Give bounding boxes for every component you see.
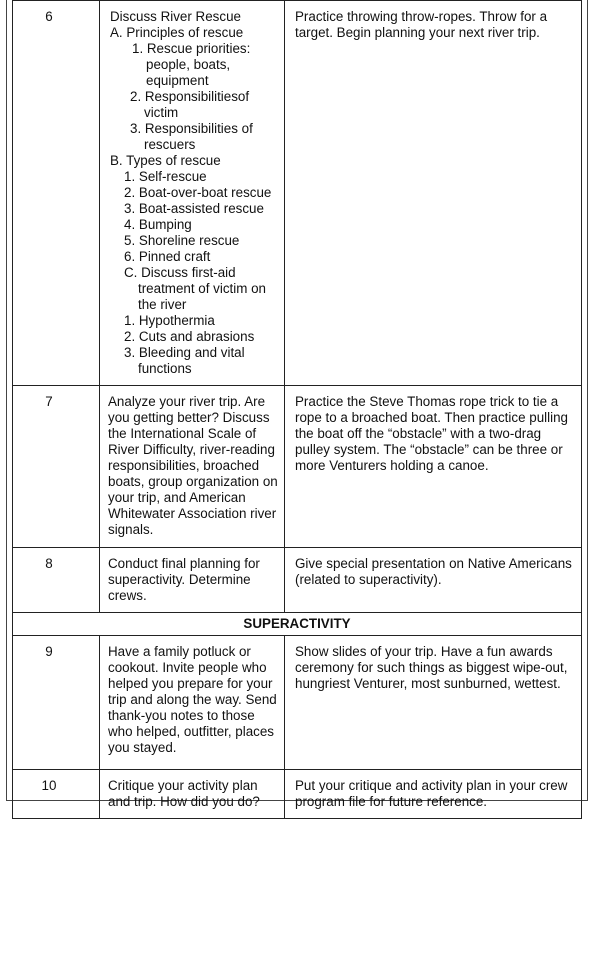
meeting-topics: Conduct final planning for superactivity. Determine crews. — [100, 548, 285, 613]
meeting-number: 8 — [13, 548, 100, 613]
table-row-8 — [13, 548, 582, 613]
outline-item: 2. Cuts and abrasions — [124, 329, 255, 344]
meeting-number: 7 — [13, 386, 100, 548]
outline-item: C. Discuss first-aid treatment of victim on the river — [124, 265, 267, 312]
meeting-number: 9 — [13, 636, 100, 770]
meeting-topics: Analyze your river trip. Are you getting better? Discuss the International Scale of River Difficulty, river-reading responsibilities, broached boats, group organization on your trip, and American Whitewater Association river signals. — [100, 386, 285, 548]
outline-item: 3. Bleeding and vital functions — [124, 345, 245, 376]
meeting-number: 6 — [13, 1, 100, 386]
outline-item: 4. Bumping — [124, 217, 192, 232]
meeting-activities: Give special presentation on Native Americans (related to superactivity). — [285, 548, 582, 613]
meeting-number: 10 — [13, 770, 100, 819]
outline-item: 1. Hypothermia — [124, 313, 215, 328]
outline-item: B. Types of rescue — [110, 153, 221, 168]
outline-item: 6. Pinned craft — [124, 249, 211, 264]
outline-item: 2. Responsibilitiesof victim — [130, 89, 250, 120]
meeting-activities: Put your critique and activity plan in your crew program file for future reference. — [285, 770, 582, 819]
table-row-7 — [13, 386, 582, 548]
meeting-activities: Practice the Steve Thomas rope trick to tie a rope to a broached boat. Then practice pulling the boat off the “obstacle” with a two-drag pulley system. The “obstacle” can be three or more Venturers holding a canoe. — [285, 386, 582, 548]
superactivity-heading: SUPERACTIVITY — [13, 613, 582, 636]
meeting-topics: Have a family potluck or cookout. Invite people who helped you prepare for your trip and along the way. Send thank-you notes to those who helped, outfitter, places you stayed. — [100, 636, 285, 770]
outline-item: 5. Shoreline rescue — [124, 233, 240, 248]
outline-item: A. Principles of rescue — [110, 25, 244, 40]
superactivity-row — [13, 613, 582, 636]
outline-item: 3. Boat-assisted rescue — [124, 201, 264, 216]
outline-title: Discuss River Rescue — [110, 9, 241, 24]
outline-item: 1. Self-rescue — [124, 169, 207, 184]
table-row-9 — [13, 636, 582, 770]
meeting-topics: Critique your activity plan and trip. How did you do? — [100, 770, 285, 819]
table-row-6 — [13, 1, 582, 386]
outline-item: 1. Rescue priorities: people, boats, equipment — [132, 41, 251, 88]
activity-schedule-table — [12, 0, 582, 819]
table-row-10 — [13, 770, 582, 819]
meeting-activities: Practice throwing throw-ropes. Throw for a target. Begin planning your next river trip. — [285, 1, 582, 386]
meeting-activities: Show slides of your trip. Have a fun awards ceremony for such things as biggest wipe-out, hungriest Venturer, most sunburned, wettest. — [285, 636, 582, 770]
outline-item: 2. Boat-over-boat rescue — [124, 185, 272, 200]
outline-item: 3. Responsibilities of rescuers — [130, 121, 253, 152]
meeting-topics — [100, 1, 285, 386]
